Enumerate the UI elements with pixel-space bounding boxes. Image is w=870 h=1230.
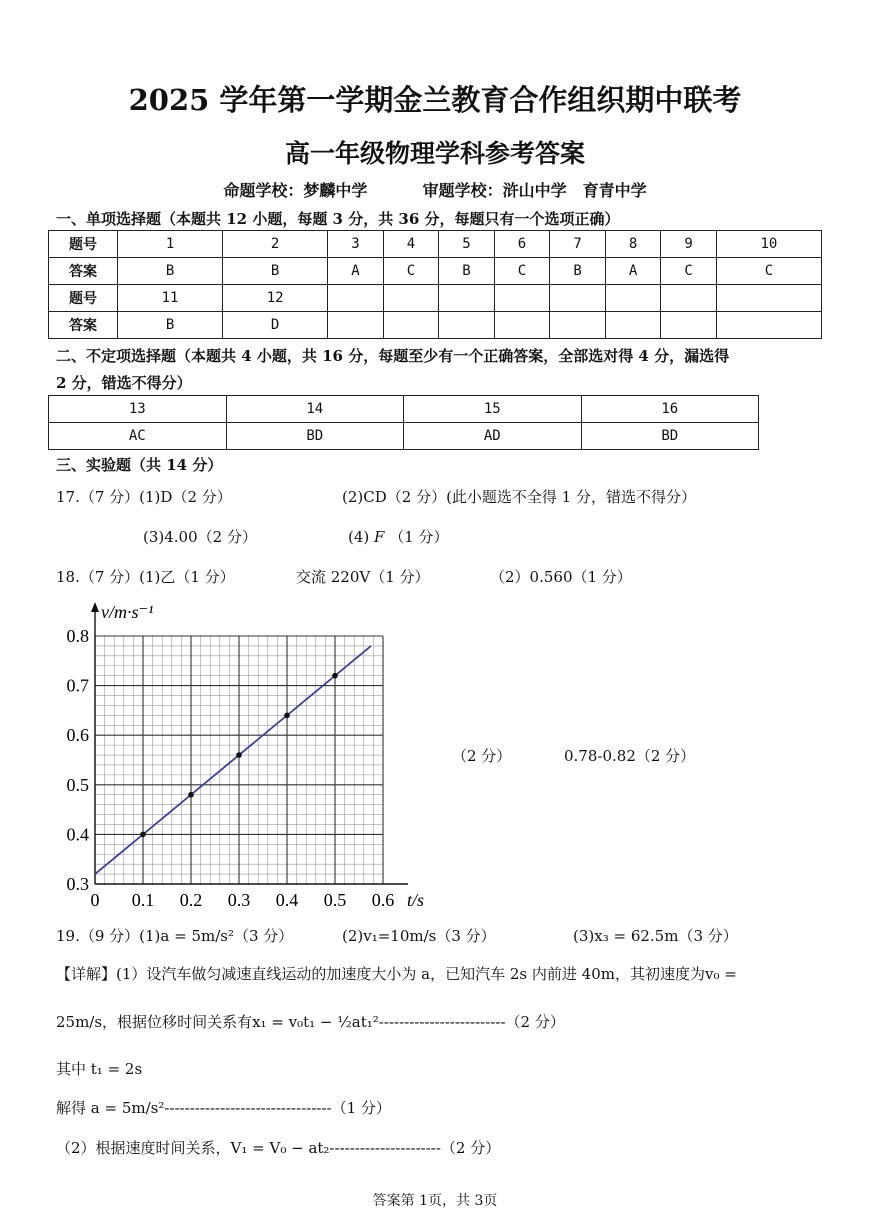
data-point bbox=[188, 792, 194, 798]
question-number-cell bbox=[494, 285, 550, 312]
row-label-question: 题号 bbox=[49, 285, 118, 312]
y-tick-label: 0.3 bbox=[66, 874, 89, 894]
y-axis-label: v/m·s⁻¹ bbox=[101, 602, 154, 622]
question-number-cell: 11 bbox=[118, 285, 223, 312]
question-number-cell: 1 bbox=[118, 231, 223, 258]
section2-heading-line1: 二、不定项选择题（本题共 4 小题，共 16 分，每题至少有一个正确答案，全部选对得 4 分，漏选得 bbox=[56, 347, 730, 365]
question-number-cell: 13 bbox=[49, 396, 227, 423]
detail-line-4: 解得 a = 5m/s²---------------------------------（1 分） bbox=[56, 1099, 391, 1117]
proposer-school: 命题学校：梦麟中学 bbox=[223, 181, 368, 200]
table-row bbox=[49, 258, 822, 285]
question-number-cell bbox=[716, 285, 821, 312]
row-label-answer: 答案 bbox=[49, 312, 118, 339]
reviewer-school: 审题学校：浒山中学 育青中学 bbox=[422, 181, 647, 200]
answer-cell bbox=[383, 312, 439, 339]
answer-cell: A bbox=[328, 258, 384, 285]
multi-choice-table bbox=[48, 395, 759, 450]
answer-cell: AD bbox=[404, 423, 582, 450]
answer-cell: B bbox=[550, 258, 606, 285]
tick-labels bbox=[67, 626, 395, 910]
question-number-cell: 4 bbox=[383, 231, 439, 258]
section2-heading-line2: 2 分，错选不得分） bbox=[56, 374, 192, 392]
answer-cell: B bbox=[223, 258, 328, 285]
y-axis-arrow bbox=[91, 602, 99, 612]
question-number-cell: 8 bbox=[605, 231, 661, 258]
question-number-cell bbox=[328, 285, 384, 312]
question-number-cell: 14 bbox=[226, 396, 404, 423]
x-tick-label: 0.2 bbox=[179, 890, 203, 910]
detail-line-2: 25m/s，根据位移时间关系有x₁ = v₀t₁ − ½at₁²-------------------------（2 分） bbox=[56, 1013, 565, 1031]
exam-title: 2025 学年第一学期金兰教育合作组织期中联考 bbox=[128, 83, 742, 117]
q17-part2: (2)CD（2 分）(此小题选不全得 1 分，错选不得分） bbox=[342, 488, 696, 506]
data-series bbox=[95, 646, 371, 874]
section1-heading: 一、单项选择题（本题共 12 小题，每题 3 分，共 36 分，每题只有一个选项正确） bbox=[56, 210, 620, 228]
data-point bbox=[332, 673, 338, 679]
answer-cell: D bbox=[223, 312, 328, 339]
answer-cell: B bbox=[439, 258, 495, 285]
q18-part1: 18.（7 分）(1)乙（1 分） bbox=[56, 568, 235, 586]
x-tick-label: 0 bbox=[90, 890, 100, 910]
answer-cell: BD bbox=[581, 423, 759, 450]
fit-line bbox=[95, 646, 371, 874]
answer-cell: B bbox=[118, 258, 223, 285]
q18-part3: （2）0.560（1 分） bbox=[490, 568, 632, 586]
question-number-cell: 12 bbox=[223, 285, 328, 312]
question-number-cell: 5 bbox=[439, 231, 495, 258]
answer-cell bbox=[328, 312, 384, 339]
x-tick-label: 0.5 bbox=[323, 890, 347, 910]
detail-line-5: （2）根据速度时间关系，V₁ = V₀ − at₂----------------------（2 分） bbox=[56, 1139, 501, 1157]
question-number-cell bbox=[439, 285, 495, 312]
answer-cell: C bbox=[661, 258, 717, 285]
q17-part4 bbox=[348, 526, 449, 547]
question-number-cell: 6 bbox=[494, 231, 550, 258]
answer-cell bbox=[716, 312, 821, 339]
detail-line-1: 【详解】(1）设汽车做匀减速直线运动的加速度大小为 a，已知汽车 2s 内前进 40m，其初速度为v₀ = bbox=[56, 965, 737, 983]
answer-cell: C bbox=[383, 258, 439, 285]
question-number-cell: 15 bbox=[404, 396, 582, 423]
answer-cell: C bbox=[494, 258, 550, 285]
y-tick-label: 0.7 bbox=[66, 675, 89, 696]
data-point bbox=[236, 752, 242, 758]
data-point bbox=[140, 832, 146, 838]
section3-heading: 三、实验题（共 14 分） bbox=[56, 456, 223, 474]
q19-part3: (3)x₃ = 62.5m（3 分） bbox=[573, 927, 738, 945]
single-choice-table bbox=[48, 230, 822, 339]
answer-cell: AC bbox=[49, 423, 227, 450]
q17-part3: (3)4.00（2 分） bbox=[143, 528, 257, 546]
q18-answer: 0.78-0.82（2 分） bbox=[564, 747, 696, 765]
table-row bbox=[49, 285, 822, 312]
table-row bbox=[49, 231, 822, 258]
grid-major bbox=[95, 636, 383, 884]
page-footer: 答案第 1页，共 3页 bbox=[372, 1193, 498, 1209]
answer-cell bbox=[661, 312, 717, 339]
q19-part2: (2)v₁=10m/s（3 分） bbox=[342, 927, 496, 945]
x-tick-label: 0.6 bbox=[371, 890, 395, 910]
answer-cell bbox=[494, 312, 550, 339]
answer-cell: B bbox=[118, 312, 223, 339]
question-number-cell: 10 bbox=[716, 231, 821, 258]
q19-part1: 19.（9 分）(1)a = 5m/s²（3 分） bbox=[56, 927, 294, 945]
row-label-answer: 答案 bbox=[49, 258, 118, 285]
question-number-cell: 16 bbox=[581, 396, 759, 423]
answer-cell bbox=[605, 312, 661, 339]
q17-part4-var: F bbox=[374, 528, 385, 546]
question-number-cell: 7 bbox=[550, 231, 606, 258]
q18-part2: 交流 220V（1 分） bbox=[296, 568, 430, 586]
question-number-cell bbox=[383, 285, 439, 312]
school-info bbox=[0, 178, 870, 201]
axes bbox=[91, 602, 408, 884]
question-number-cell: 3 bbox=[328, 231, 384, 258]
y-tick-label: 0.5 bbox=[66, 774, 89, 795]
q17-part4-suffix: （1 分） bbox=[389, 528, 449, 546]
table-row bbox=[49, 312, 822, 339]
velocity-time-graph bbox=[48, 598, 428, 918]
question-number-cell bbox=[550, 285, 606, 312]
answer-cell bbox=[439, 312, 495, 339]
answer-cell: A bbox=[605, 258, 661, 285]
question-number-cell: 9 bbox=[661, 231, 717, 258]
q18-graph-score: （2 分） bbox=[452, 747, 512, 765]
x-tick-label: 0.3 bbox=[227, 890, 251, 910]
question-number-cell bbox=[661, 285, 717, 312]
exam-subtitle: 高一年级物理学科参考答案 bbox=[284, 139, 585, 168]
answer-cell: BD bbox=[226, 423, 404, 450]
y-tick-label: 0.6 bbox=[66, 725, 89, 746]
y-tick-label: 0.4 bbox=[66, 824, 89, 845]
x-tick-label: 0.1 bbox=[131, 890, 155, 910]
x-tick-label: 0.4 bbox=[275, 890, 299, 910]
row-label-question: 题号 bbox=[49, 231, 118, 258]
detail-line-3: 其中 t₁ = 2s bbox=[56, 1060, 143, 1078]
y-tick-label: 0.8 bbox=[66, 626, 89, 646]
q17-part1: 17.（7 分）(1)D（2 分） bbox=[56, 488, 232, 506]
question-number-cell bbox=[605, 285, 661, 312]
table-row bbox=[49, 423, 759, 450]
answer-cell bbox=[550, 312, 606, 339]
data-point bbox=[284, 713, 290, 719]
answer-cell: C bbox=[716, 258, 821, 285]
q17-part4-prefix: (4) bbox=[348, 528, 370, 546]
question-number-cell: 2 bbox=[223, 231, 328, 258]
table-row bbox=[49, 396, 759, 423]
x-axis-label: t/s bbox=[407, 890, 425, 910]
